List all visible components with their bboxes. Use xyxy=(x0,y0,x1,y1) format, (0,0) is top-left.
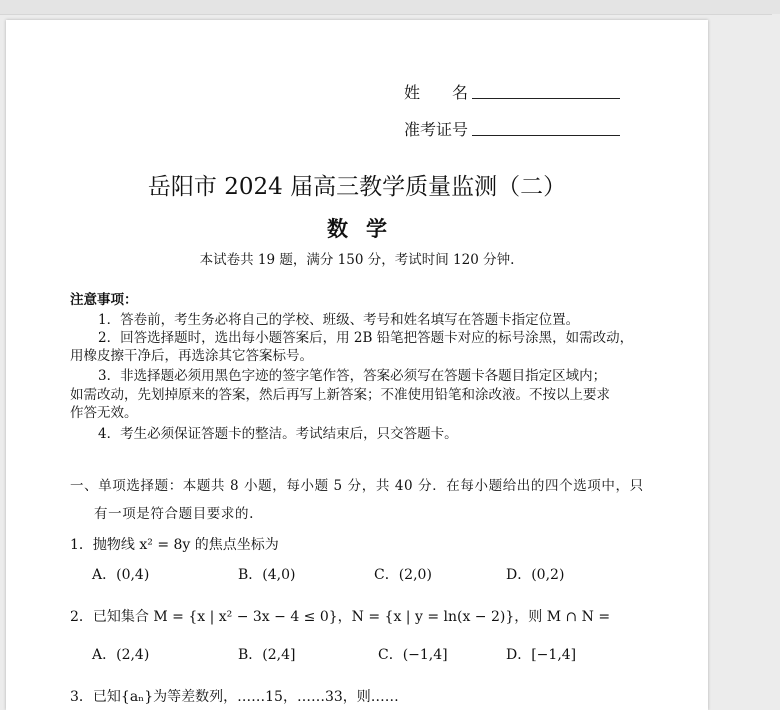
notice-heading: 注意事项： xyxy=(70,292,138,308)
page-title: 岳阳市 2024 届高三教学质量监测（二） xyxy=(147,174,567,200)
question-1-stem: 1．抛物线 x² = 8y 的焦点坐标为 xyxy=(70,537,279,553)
notice-line: 用橡皮擦干净后，再选涂其它答案标号。 xyxy=(70,348,313,364)
question-1-option-a: A．(0,4) xyxy=(92,567,150,583)
section-heading: 一、单项选择题：本题共 8 小题，每小题 5 分，共 40 分．在每小题给出的四个选项中，只 xyxy=(70,478,644,494)
notice-line: 3．非选择题必须用黑色字迹的签字笔作答，答案必须写在答题卡各题目指定区域内； xyxy=(98,368,607,384)
exam-id-label: 准考证号 xyxy=(404,120,469,139)
question-1-option-d: D．(0,2) xyxy=(506,567,565,583)
document-scrollbar[interactable] xyxy=(772,14,780,692)
question-1-option-c: C．(2,0) xyxy=(374,567,432,583)
question-2-option-c: C．(−1,4] xyxy=(378,647,448,663)
question-2-option-d: D．[−1,4] xyxy=(506,647,577,663)
name-field-line[interactable] xyxy=(472,98,620,99)
exam-id-field-line[interactable] xyxy=(472,135,620,136)
viewer-top-strip xyxy=(0,0,780,15)
notice-line: 如需改动，先划掉原来的答案，然后再写上新答案；不准使用铅笔和涂改液。不按以上要求 xyxy=(70,387,610,403)
subject-title: 数学 xyxy=(327,216,405,241)
document-page xyxy=(6,20,708,710)
section-subheading: 有一项是符合题目要求的. xyxy=(94,506,254,522)
notice-line: 4．考生必须保证答题卡的整洁。考试结束后，只交答题卡。 xyxy=(98,426,458,442)
notice-line: 1．答卷前，考生务必将自己的学校、班级、考号和姓名填写在答题卡指定位置。 xyxy=(98,312,580,328)
exam-info: 本试卷共 19 题，满分 150 分，考试时间 120 分钟. xyxy=(199,252,515,268)
notice-line: 作答无效。 xyxy=(70,405,138,421)
question-1-option-b: B．(4,0) xyxy=(238,567,296,583)
question-2-option-b: B．(2,4] xyxy=(238,647,296,663)
notice-line: 2．回答选择题时，选出每小题答案后，用 2B 铅笔把答题卡对应的标号涂黑，如需改动， xyxy=(98,330,634,346)
question-2-stem: 2．已知集合 M = {x | x² − 3x − 4 ≤ 0}，N = {x | y = ln(x − 2)}，则 M ∩ N = xyxy=(70,609,611,625)
question-2-option-a: A．(2,4) xyxy=(92,647,150,663)
name-label: 姓 名 xyxy=(404,83,469,102)
question-3-stem: 3．已知{aₙ}为等差数列，……15，……33，则…… xyxy=(70,689,399,705)
